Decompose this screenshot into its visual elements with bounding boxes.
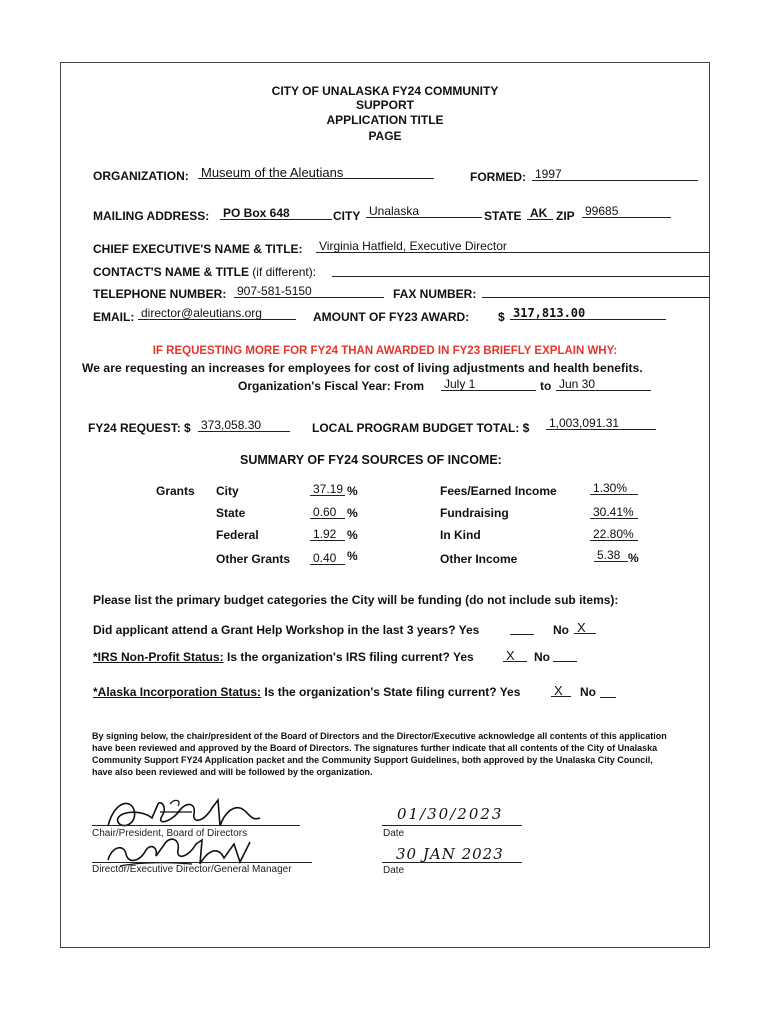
contact-label: CONTACT'S NAME & TITLE <box>93 265 249 279</box>
chair-date-label: Date <box>383 828 405 839</box>
irs-label: *IRS Non-Profit Status: <box>93 650 224 664</box>
chair-date-line <box>382 825 522 826</box>
workshop-no-field[interactable]: X <box>574 620 596 634</box>
contact-field[interactable] <box>332 263 710 277</box>
income-fundraising-field[interactable]: 30.41% <box>590 505 638 519</box>
contact-label-wrap <box>93 265 316 279</box>
ceo-field[interactable]: Virginia Hatfield, Executive Director <box>316 239 710 253</box>
explain-text[interactable]: We are requesting an increases for employees for cost of living adjustments and health benefits. <box>82 361 643 375</box>
mailing-field[interactable]: PO Box 648 <box>220 206 332 220</box>
fy24-request-label: FY24 REQUEST: $ <box>88 421 191 435</box>
workshop-yes-field[interactable] <box>510 621 534 635</box>
income-fundraising-label: Fundraising <box>440 506 509 520</box>
ak-text: Is the organization's State filing current? Yes <box>261 685 521 699</box>
formed-field[interactable]: 1997 <box>532 167 698 181</box>
income-federal-label: Federal <box>216 528 259 542</box>
income-other-grants-label: Other Grants <box>216 552 291 566</box>
fiscal-year-label: Organization's Fiscal Year: From <box>238 379 425 393</box>
irs-no-field[interactable] <box>553 648 577 662</box>
title-line-3: APPLICATION TITLE <box>326 113 444 127</box>
fiscal-to-label: to <box>540 379 552 393</box>
workshop-question: Did applicant attend a Grant Help Workshop in the last 3 years? Yes <box>93 623 480 637</box>
organization-field[interactable]: Museum of the Aleutians <box>198 165 434 179</box>
income-other-field[interactable]: 5.38 <box>594 548 628 562</box>
summary-heading: SUMMARY OF FY24 SOURCES OF INCOME: <box>240 453 502 467</box>
signing-paragraph: By signing below, the chair/president of the Board of Directors and the Director/Executive acknowledge all contents of this application have been reviewed and approved by the Board of Directors. The signatures further indicate that all contents of the City of Unalaska Community Support FY24 Application packet and the Community Support Guidelines, both approved by the Unalaska City Council, have also been reviewed and will be followed by the organization. <box>92 731 667 777</box>
city-label: CITY <box>333 209 361 223</box>
explain-heading: IF REQUESTING MORE FOR FY24 THAN AWARDED IN FY23 BRIEFLY EXPLAIN WHY: <box>152 345 618 357</box>
email-label: EMAIL: <box>93 310 135 324</box>
director-date-label: Date <box>383 865 405 876</box>
percent-sign: % <box>628 551 639 565</box>
ceo-label: CHIEF EXECUTIVE'S NAME & TITLE: <box>93 242 303 256</box>
income-inkind-label: In Kind <box>440 528 481 542</box>
percent-sign: % <box>347 549 358 563</box>
fiscal-to-field[interactable]: Jun 30 <box>556 377 651 391</box>
ak-no-label: No <box>580 685 596 699</box>
ak-yes-field[interactable]: X <box>551 683 571 697</box>
zip-field[interactable]: 99685 <box>582 204 671 218</box>
fax-field[interactable] <box>482 284 710 298</box>
percent-sign: % <box>347 528 358 542</box>
income-city-label: City <box>216 484 239 498</box>
fiscal-from-field[interactable]: July 1 <box>441 377 536 391</box>
director-date-line <box>382 862 522 863</box>
irs-question <box>93 650 474 664</box>
fy24-request-field[interactable]: 373,058.30 <box>198 418 290 432</box>
budget-categories-question: Please list the primary budget categories the City will be funding (do not include sub items): <box>93 593 619 607</box>
income-fees-field[interactable]: 1.30% <box>590 481 638 495</box>
zip-label: ZIP <box>556 209 575 223</box>
title-line-2: SUPPORT <box>355 98 414 112</box>
organization-label: ORGANIZATION: <box>93 169 189 183</box>
title-line-4: PAGE <box>368 129 402 143</box>
formed-label: FORMED: <box>470 170 526 184</box>
telephone-label: TELEPHONE NUMBER: <box>93 287 227 301</box>
state-field[interactable]: AK <box>527 206 553 220</box>
percent-sign: % <box>347 506 358 520</box>
irs-no-label: No <box>534 650 550 664</box>
percent-sign: % <box>347 484 358 498</box>
chair-signature-line <box>92 825 300 826</box>
director-caption: Director/Executive Director/General Manager <box>92 864 292 875</box>
income-other-grants-field[interactable]: 0.40 <box>310 551 345 565</box>
email-field[interactable]: director@aleutians.org <box>138 306 296 320</box>
income-state-label: State <box>216 506 246 520</box>
income-other-label: Other Income <box>440 552 518 566</box>
income-inkind-field[interactable]: 22.80% <box>590 527 638 541</box>
director-date-value[interactable]: 30 JAN 2023 <box>396 845 504 863</box>
mailing-label: MAILING ADDRESS: <box>93 209 210 223</box>
award-field[interactable]: 317,813.00 <box>510 306 666 320</box>
ak-label: *Alaska Incorporation Status: <box>93 685 262 699</box>
contact-note: (if different): <box>252 265 317 279</box>
income-state-field[interactable]: 0.60 <box>310 505 345 519</box>
irs-yes-field[interactable]: X <box>503 648 527 662</box>
director-signature-line <box>92 862 312 863</box>
state-label: STATE <box>484 209 522 223</box>
income-fees-label: Fees/Earned Income <box>440 484 557 498</box>
ak-no-field[interactable] <box>600 684 616 698</box>
title-line-1: CITY OF UNALASKA FY24 COMMUNITY <box>271 84 499 98</box>
local-budget-field[interactable]: 1,003,091.31 <box>546 416 656 430</box>
grants-label: Grants <box>156 484 195 498</box>
irs-text: Is the organization's IRS filing current? Yes <box>223 650 474 664</box>
income-federal-field[interactable]: 1.92 <box>310 527 345 541</box>
income-city-field[interactable]: 37.19 <box>310 482 345 496</box>
telephone-field[interactable]: 907-581-5150 <box>234 284 384 298</box>
workshop-no-label: No <box>553 623 569 637</box>
award-label: AMOUNT OF FY23 AWARD: <box>313 310 470 324</box>
ak-question <box>93 685 520 699</box>
city-field[interactable]: Unalaska <box>366 204 482 218</box>
fax-label: FAX NUMBER: <box>393 287 477 301</box>
local-budget-label: LOCAL PROGRAM BUDGET TOTAL: $ <box>312 421 530 435</box>
award-currency: $ <box>498 310 505 324</box>
chair-date-value[interactable]: 01/30/2023 <box>397 805 504 823</box>
chair-caption: Chair/President, Board of Directors <box>92 828 248 839</box>
